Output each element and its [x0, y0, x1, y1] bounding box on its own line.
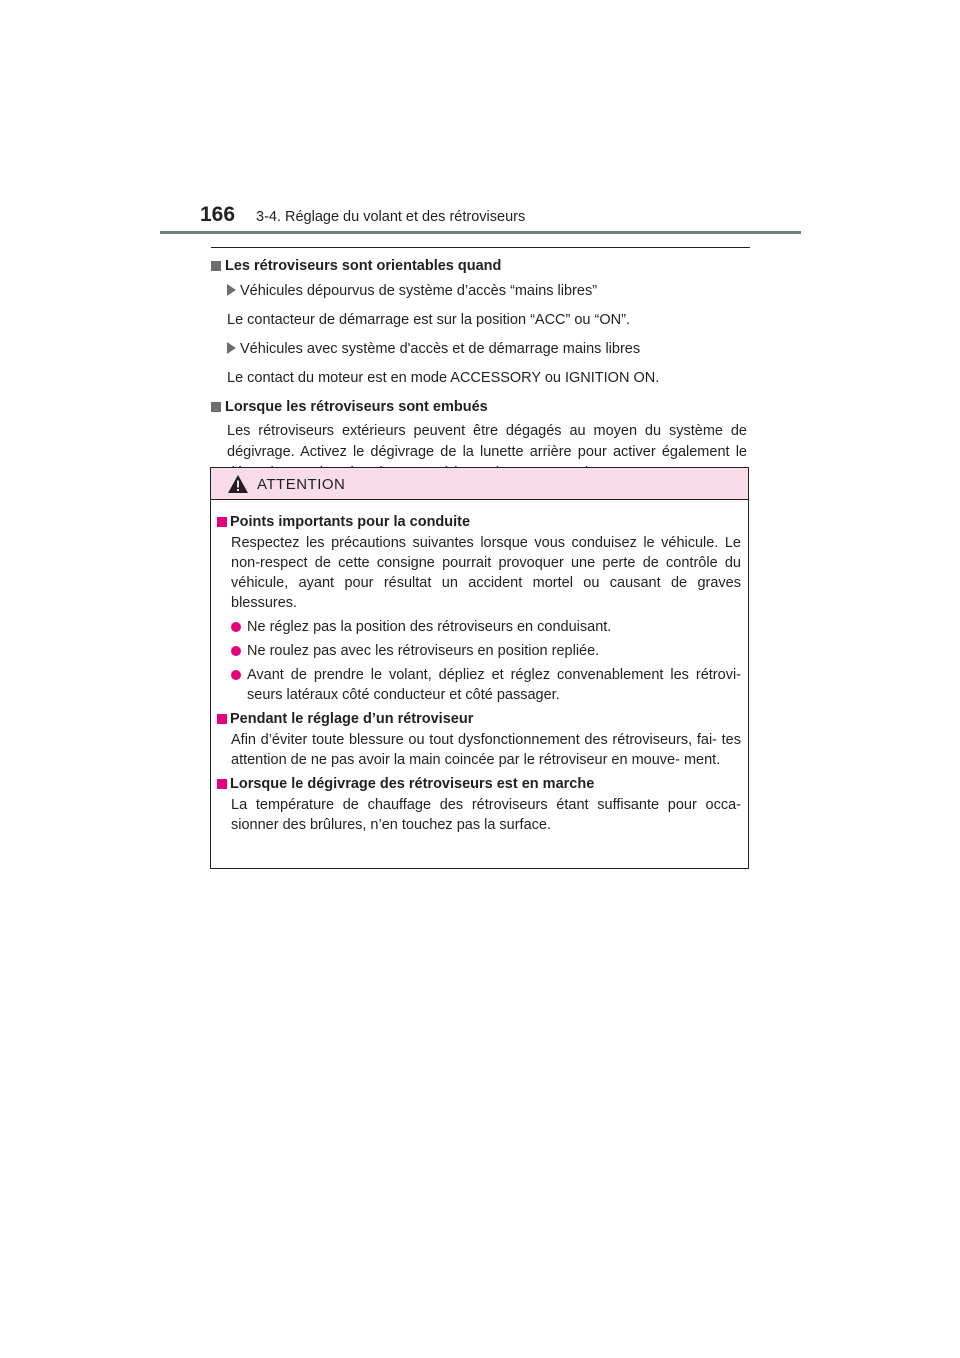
warning-heading	[217, 774, 741, 794]
chapter-title: 3-4. Réglage du volant et des rétroviseurs	[256, 209, 526, 225]
condition-item	[211, 281, 747, 302]
warning-heading	[217, 512, 741, 532]
warning-bullet	[217, 617, 741, 637]
warning-body	[211, 500, 748, 835]
warning-paragraph: La température de chauffage des rétroviseurs étant suffisante pour occa- sionner des brûlures, n’en touchez pas la surface.	[231, 797, 741, 833]
section-heading-text: Les rétroviseurs sont orientables quand	[225, 258, 502, 274]
square-bullet-icon	[217, 714, 227, 724]
page-number: 166	[200, 203, 236, 226]
circle-bullet-icon	[231, 646, 241, 656]
square-bullet-icon	[217, 517, 227, 527]
header-rule	[160, 231, 801, 234]
warning-title: ATTENTION	[257, 476, 346, 493]
warning-header	[211, 468, 748, 500]
warning-bullet	[217, 641, 741, 661]
square-bullet-icon	[211, 261, 221, 271]
condition-item	[211, 339, 747, 360]
warning-paragraph: Respectez les précautions suivantes lorsque vous conduisez le véhicule. Le non-respect de cette consigne pourrait provoquer une perte de contrôle du véhicule, ayant pour résultat un accident mortel ou causant de graves blessures.	[231, 535, 741, 611]
paragraph: Les rétroviseurs extérieurs peuvent être dégagés au moyen du système de dégivrage. Activez le dégivrage de la lunette arrière pour activer également le	[227, 423, 747, 460]
warning-bullet-text: Ne réglez pas la position des rétroviseurs en conduisant.	[247, 619, 612, 635]
condition-item-text: Véhicules dépourvus de système d’accès “mains libres”	[240, 283, 598, 299]
warning-bullet-text: Avant de prendre le volant, dépliez et réglez convenablement les rétrovi- seurs latéraux côté conducteur et côté passager.	[247, 667, 741, 703]
section-heading	[211, 256, 747, 277]
circle-bullet-icon	[231, 622, 241, 632]
section-heading	[211, 397, 747, 418]
condition-item-text: Véhicules avec système d'accès et de démarrage mains libres	[240, 341, 641, 357]
warning-triangle-icon	[227, 474, 249, 494]
paragraph: Le contact du moteur est en mode ACCESSORY ou IGNITION ON.	[227, 370, 660, 386]
warning-bullet-text: Ne roulez pas avec les rétroviseurs en position repliée.	[247, 643, 600, 659]
square-bullet-icon	[217, 779, 227, 789]
circle-bullet-icon	[231, 670, 241, 680]
warning-heading-text: Pendant le réglage d’un rétroviseur	[230, 711, 474, 727]
warning-heading	[217, 709, 741, 729]
section-heading-text: Lorsque les rétroviseurs sont embués	[225, 399, 488, 415]
triangle-bullet-icon	[227, 284, 236, 296]
triangle-bullet-icon	[227, 342, 236, 354]
main-content	[211, 256, 747, 484]
section-rule	[211, 247, 750, 248]
warning-heading-text: Lorsque le dégivrage des rétroviseurs est en marche	[230, 776, 595, 792]
square-bullet-icon	[211, 402, 221, 412]
warning-heading-text: Points importants pour la conduite	[230, 514, 471, 530]
paragraph: Le contacteur de démarrage est sur la position “ACC” ou “ON”.	[227, 312, 630, 328]
warning-paragraph: Afin d’éviter toute blessure ou tout dysfonctionnement des rétroviseurs, fai- tes attention de ne pas avoir la main coincée par le rétroviseur en mouve- ment.	[231, 732, 741, 768]
warning-bullet	[217, 665, 741, 705]
warning-box	[210, 467, 749, 869]
